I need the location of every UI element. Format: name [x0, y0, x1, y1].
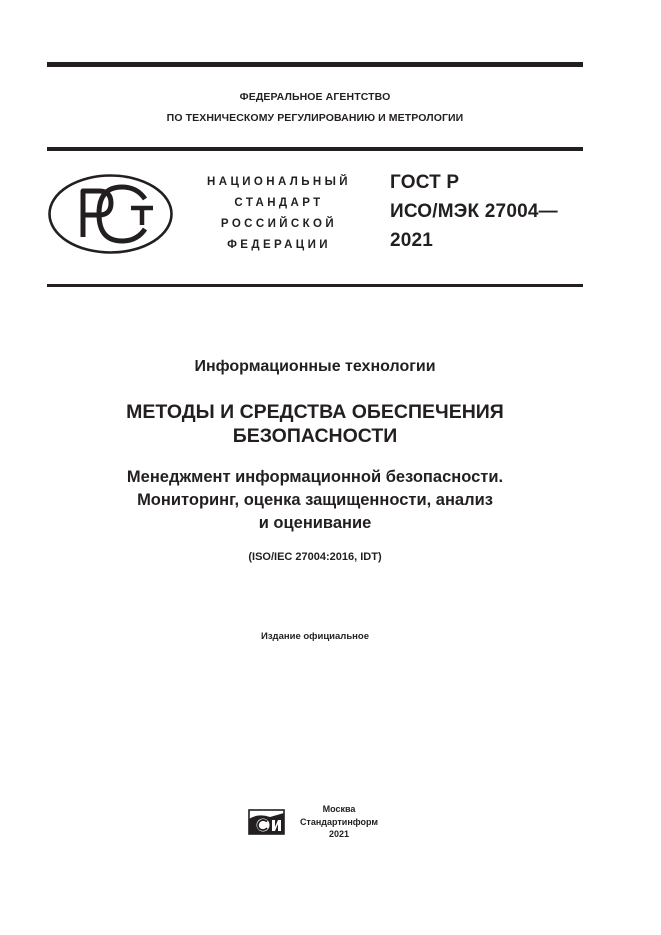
main-title-line-2: БЕЗОПАСНОСТИ	[232, 425, 398, 447]
subtitle-line-1: Менеджмент информационной безопасности.	[126, 468, 504, 486]
edition-note: Издание официальное	[261, 631, 369, 642]
main-title	[47, 400, 583, 448]
series-title: Информационные технологии	[194, 358, 436, 375]
designation-line-3: 2021	[390, 230, 434, 251]
iso-reference: (ISO/IEC 27004:2016, IDT)	[248, 551, 382, 563]
header-bottom-rule	[47, 284, 583, 287]
subtitle-line-2: Мониторинг, оценка защищенности, анализ	[137, 491, 493, 509]
subtitle	[47, 466, 583, 535]
standard-type-line-1: НАЦИОНАЛЬНЫЙ	[207, 176, 351, 188]
publisher-year: 2021	[328, 829, 350, 839]
designation-line-2: ИСО/МЭК 27004—	[390, 201, 558, 222]
publisher-city: Москва	[322, 804, 356, 814]
gost-r-emblem-icon	[47, 173, 174, 255]
standard-type	[190, 172, 368, 256]
designation-line-1: ГОСТ Р	[390, 172, 460, 193]
publisher-info	[289, 803, 389, 841]
publisher-name: Стандартинформ	[299, 816, 379, 827]
top-rule	[47, 62, 583, 67]
standard-type-line-4: ФЕДЕРАЦИИ	[227, 239, 331, 251]
standartinform-logo-icon	[248, 809, 285, 835]
agency-line-1: ФЕДЕРАЛЬНОЕ АГЕНТСТВО	[239, 91, 391, 103]
agency-line-2: ПО ТЕХНИЧЕСКОМУ РЕГУЛИРОВАНИЮ И МЕТРОЛОГИИ	[166, 112, 464, 124]
main-title-line-1: МЕТОДЫ И СРЕДСТВА ОБЕСПЕЧЕНИЯ	[126, 401, 504, 423]
standard-type-line-2: СТАНДАРТ	[234, 197, 324, 209]
standard-designation	[390, 168, 558, 255]
header-top-rule	[47, 147, 583, 151]
standard-type-line-3: РОССИЙСКОЙ	[220, 218, 338, 230]
subtitle-line-3: и оценивание	[258, 514, 372, 532]
